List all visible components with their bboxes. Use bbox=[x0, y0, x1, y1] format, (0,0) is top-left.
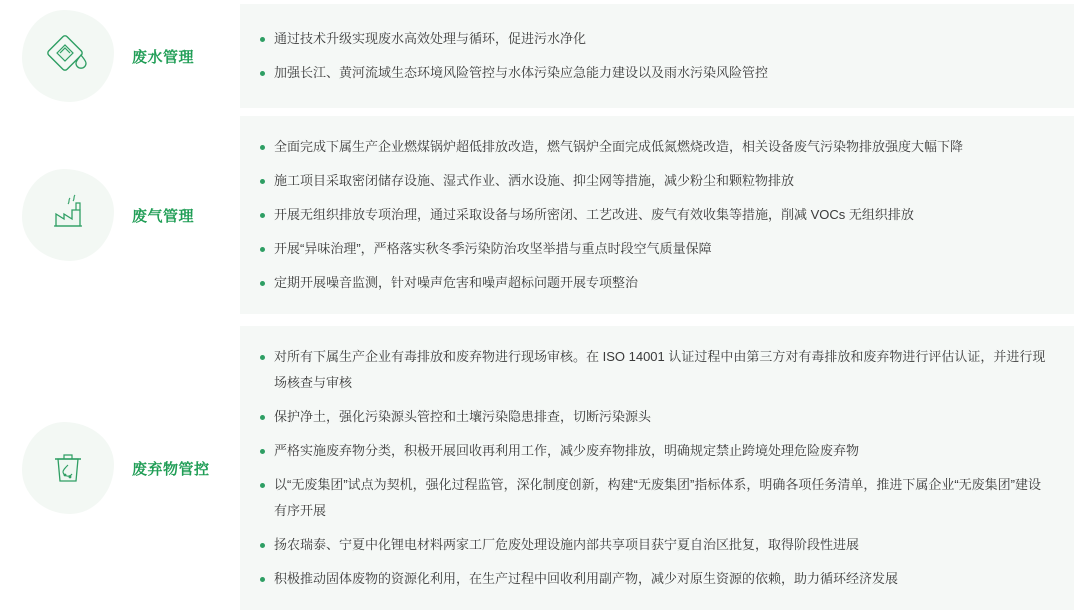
section-content-solid-waste bbox=[240, 326, 1074, 610]
section-title: 废水管理 bbox=[132, 48, 195, 66]
list-item: 定期开展噪音监测，针对噪声危害和噪声超标问题开展专项整治 bbox=[260, 270, 1048, 296]
section-content-wastewater bbox=[240, 4, 1074, 108]
section-waste-gas bbox=[0, 116, 1074, 314]
list-item: 严格实施废弃物分类，积极开展回收再利用工作，减少废弃物排放，明确规定禁止跨境处理危险废弃物 bbox=[260, 438, 1048, 464]
list-item: 开展无组织排放专项治理，通过采取设备与场所密闭、工艺改进、废气有效收集等措施，削减 VOCs 无组织排放 bbox=[260, 202, 1048, 228]
waste-gas-factory-icon bbox=[22, 169, 114, 261]
esg-environment-panel bbox=[0, 4, 1074, 586]
section-content-waste-gas bbox=[240, 116, 1074, 314]
list-item: 加强长江、黄河流域生态环境风险管控与水体污染应急能力建设以及雨水污染风险管控 bbox=[260, 60, 1048, 86]
section-title: 废弃物管控 bbox=[132, 460, 210, 478]
wastewater-droplet-icon bbox=[22, 10, 114, 102]
waste-bin-icon bbox=[22, 422, 114, 514]
section-wastewater bbox=[0, 4, 1074, 108]
list-item: 保护净土，强化污染源头管控和土壤污染隐患排查，切断污染源头 bbox=[260, 404, 1048, 430]
section-title: 废气管理 bbox=[132, 207, 195, 225]
section-header-waste-gas bbox=[0, 116, 240, 314]
list-item: 对所有下属生产企业有毒排放和废弃物进行现场审核。在 ISO 14001 认证过程中由第三方对有毒排放和废弃物进行评估认证，并进行现场核查与审核 bbox=[260, 344, 1048, 396]
section-divider-spacer bbox=[0, 314, 1074, 326]
list-item: 全面完成下属生产企业燃煤锅炉超低排放改造，燃气锅炉全面完成低氮燃烧改造，相关设备废气污染物排放强度大幅下降 bbox=[260, 134, 1048, 160]
section-divider-spacer bbox=[0, 108, 1074, 116]
section-solid-waste bbox=[0, 326, 1074, 610]
list-item: 以“无废集团”试点为契机，强化过程监管，深化制度创新，构建“无废集团”指标体系，明确各项任务清单，推进下属企业“无废集团”建设有序开展 bbox=[260, 472, 1048, 524]
list-item: 通过技术升级实现废水高效处理与循环，促进污水净化 bbox=[260, 26, 1048, 52]
list-item: 积极推动固体废物的资源化利用，在生产过程中回收利用副产物，减少对原生资源的依赖，助力循环经济发展 bbox=[260, 566, 1048, 592]
section-header-wastewater bbox=[0, 4, 240, 108]
section-header-solid-waste bbox=[0, 326, 240, 610]
list-item: 扬农瑞泰、宁夏中化锂电材料两家工厂危废处理设施内部共享项目获宁夏自治区批复，取得阶段性进展 bbox=[260, 532, 1048, 558]
list-item: 施工项目采取密闭储存设施、湿式作业、洒水设施、抑尘网等措施，减少粉尘和颗粒物排放 bbox=[260, 168, 1048, 194]
list-item: 开展“异味治理”，严格落实秋冬季污染防治攻坚举措与重点时段空气质量保障 bbox=[260, 236, 1048, 262]
